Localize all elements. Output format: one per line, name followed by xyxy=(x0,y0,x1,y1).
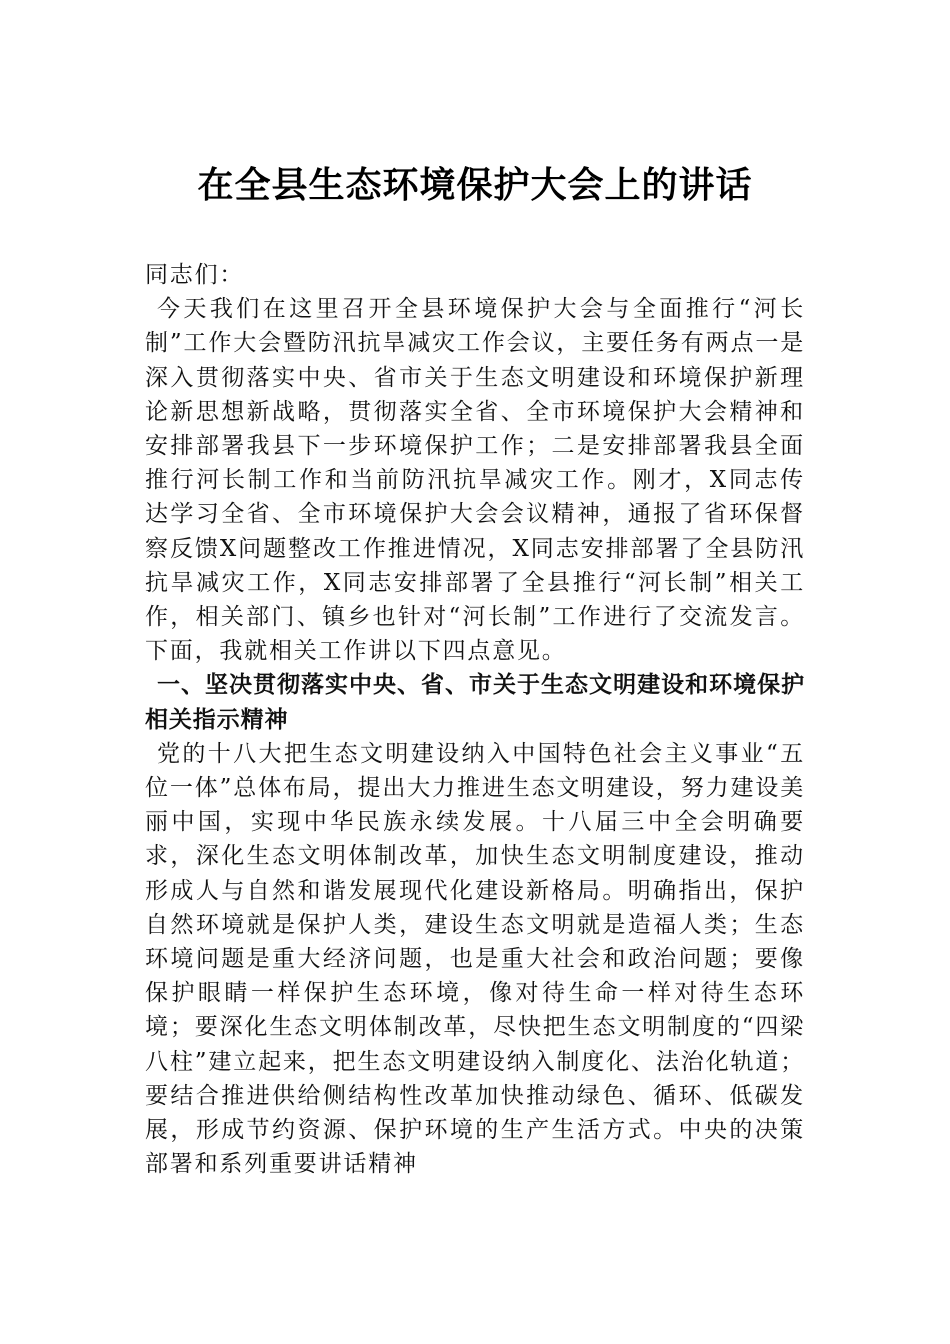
section-heading-1: 一、坚决贯彻落实中央、省、市关于生态文明建设和环境保护相关指示精神 xyxy=(145,672,805,733)
paragraph-opening: 今天我们在这里召开全县环境保护大会与全面推行“河长制”工作大会暨防汛抗旱减灾工作会议，主要任务有两点一是深入贯彻落实中央、省市关于生态文明建设和环境保护新理论新思想新战略，贯彻落实全省、全市环境保护大会精神和安排部署我县下一步环境保护工作；二是安排部署我县全面推行河长制工作和当前防汛抗旱减灾工作。刚才，X同志传达学习全省、全市环境保护大会会议精神，通报了省环保督察反馈X问题整改工作推进情况，X同志安排部署了全县防汛抗旱减灾工作，X同志安排部署了全县推行“河长制”相关工作，相关部门、镇乡也针对“河长制”工作进行了交流发言。下面，我就相关工作讲以下四点意见。 xyxy=(145,296,805,665)
document-body xyxy=(145,258,805,1181)
document-title: 在全县生态环境保护大会上的讲话 xyxy=(197,164,753,206)
salutation: 同志们： xyxy=(145,262,245,288)
paragraph-section-1: 党的十八大把生态文明建设纳入中国特色社会主义事业“五位一体”总体布局，提出大力推进生态文明建设，努力建设美丽中国，实现中华民族永续发展。十八届三中全会明确要求，深化生态文明体制改革，加快生态文明制度建设，推动形成人与自然和谐发展现代化建设新格局。明确指出，保护自然环境就是保护人类，建设生态文明就是造福人类；生态环境问题是重大经济问题，也是重大社会和政治问题；要像保护眼睛一样保护生态环境，像对待生命一样对待生态环境；要深化生态文明体制改革，尽快把生态文明制度的“四梁八柱”建立起来，把生态文明建设纳入制度化、法治化轨道；要结合推进供给侧结构性改革加快推动绿色、循环、低碳发展，形成节约资源、保护环境的生产生活方式。中央的决策部署和系列重要讲话精神 xyxy=(145,740,805,1178)
